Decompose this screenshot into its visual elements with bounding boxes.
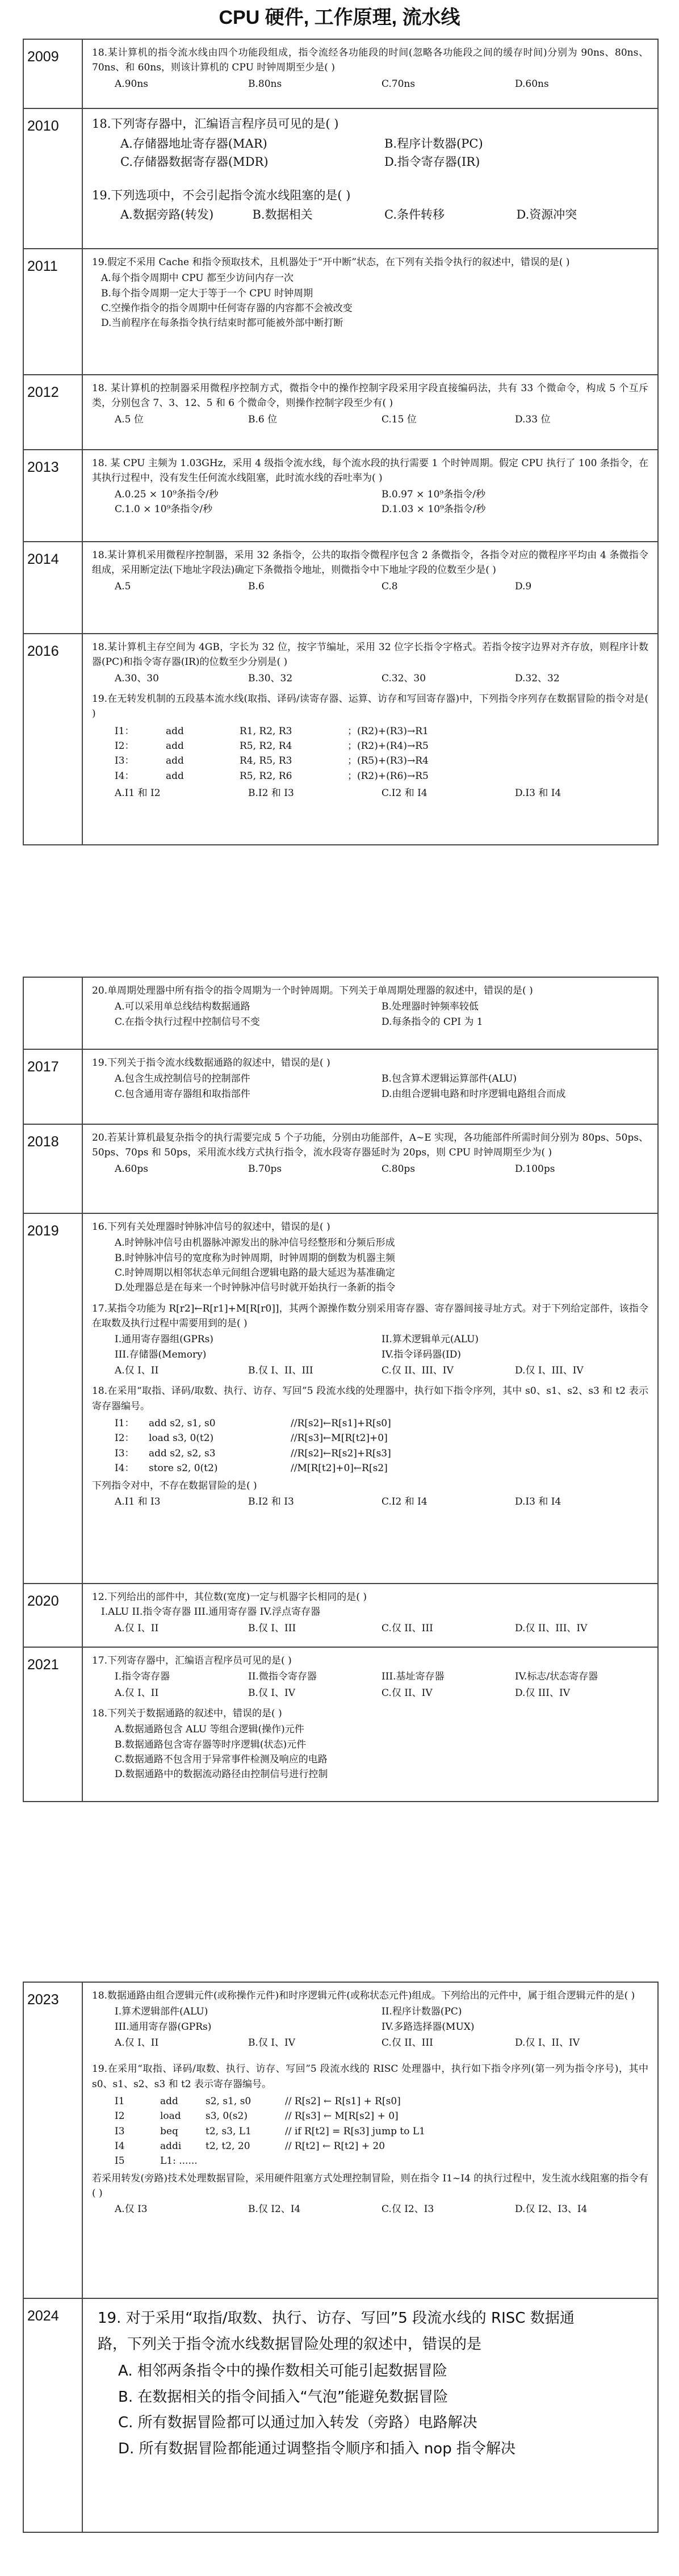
option-b: B.时钟脉冲信号的宽度称为时钟周期，时钟周期的倒数为机器主频 xyxy=(115,1252,395,1264)
options xyxy=(92,412,648,427)
option-c: C.空操作指令的指令周期中任何寄存器的内容都不会被改变 xyxy=(101,303,353,315)
question-2023-19 xyxy=(92,2062,648,2217)
options xyxy=(92,487,648,517)
question-stem-after: 下列指令对中，不存在数据冒险的是( ) xyxy=(92,1480,257,1492)
option-d: D.处理器总是在每来一个时钟脉冲信号时就开始执行一条新的指令 xyxy=(115,1282,396,1294)
option-a: A.I1 和 I2 xyxy=(115,788,161,799)
option-b: B.数据通路包含寄存器等时序逻辑(状态)元件 xyxy=(115,1739,307,1750)
option-a: A.仅 I3 xyxy=(115,2204,148,2215)
option-c: C.在指令执行过程中控制信号不变 xyxy=(115,1016,260,1028)
options xyxy=(92,1494,648,1509)
year-row-2010 xyxy=(24,109,657,249)
question-block xyxy=(83,1214,657,1583)
item: I.通用寄存器组(GPRs) xyxy=(115,1334,213,1346)
code-line: I5 L1: ...... xyxy=(115,2155,198,2167)
options xyxy=(92,579,648,594)
code-line: I1 add s2, s1, s0 // R[s2] ← R[s1] + R[s0] xyxy=(115,2096,401,2108)
option-c: C.时钟周期以相邻状态单元间组合逻辑电路的最大延迟为基准确定 xyxy=(115,1267,395,1279)
year-row-2023 xyxy=(24,1983,657,2299)
question-stem: 17.下列寄存器中，汇编语言程序员可见的是( ) xyxy=(92,1655,292,1666)
options xyxy=(92,271,648,330)
question-stem: 18.在采用“取指、译码/取数、执行、访存、写回”5 段流水线的处理器中，执行如下指令序列，其中 s0、s1、s2、s3 和 t2 表示寄存器编号。 xyxy=(92,1385,648,1412)
question-2010-19 xyxy=(92,186,648,224)
option-a: A.90ns xyxy=(115,78,148,90)
question-stem: 20.若某计算机最复杂指令的执行需要完成 5 个子功能，分别由功能部件，A~E 实现，各功能部件所需时间分别为 80ps、50ps、50ps、70ps 和 50ps，采用流水线方式执行指令，流水段寄存器延时为 20ps，则 CPU 时钟周期至少为( ) xyxy=(92,1132,648,1159)
question-block xyxy=(83,978,657,1049)
option-d: D.由组合逻辑电路和时序逻辑电路组合而成 xyxy=(382,1088,566,1100)
question-2021-18 xyxy=(92,1706,648,1782)
options xyxy=(92,1686,648,1700)
option-c: C.I2 和 I4 xyxy=(382,788,427,799)
item-list xyxy=(92,2004,648,2034)
item-list xyxy=(92,1332,648,1362)
option-a: A.存储器地址寄存器(MAR) xyxy=(120,136,267,150)
year-row-2011 xyxy=(24,249,657,375)
option-c: C.1.0 × 10⁹条指令/秒 xyxy=(115,504,213,516)
code-listing xyxy=(92,1416,648,1476)
question-block xyxy=(83,2299,657,2532)
item: III.基址寄存器 xyxy=(382,1671,445,1683)
question-block xyxy=(83,634,657,844)
year-label: 2017 xyxy=(24,1050,83,1124)
options xyxy=(92,2202,648,2217)
year-label: 2020 xyxy=(24,1584,83,1647)
year-label: 2014 xyxy=(24,542,83,633)
option-b: B.70ps xyxy=(248,1163,282,1175)
question-stem-after: 若采用转发(旁路)技术处理数据冒险，采用硬件阻塞方式处理控制冒险，则在指令 I1~I4 的执行过程中，发生流水线阻塞的指令有( ) xyxy=(92,2172,648,2200)
year-label: 2013 xyxy=(24,450,83,541)
options xyxy=(92,135,648,171)
code-line: I3： add R4, R5, R3 ；(R5)+(R3)→R4 xyxy=(115,755,429,767)
year-label-empty xyxy=(24,978,83,1049)
question-2012-18 xyxy=(92,381,648,427)
item: IV.标志/状态寄存器 xyxy=(515,1671,598,1683)
question-2019-17 xyxy=(92,1301,648,1379)
option-b: B.I2 和 I3 xyxy=(248,788,294,799)
question-2011-19 xyxy=(92,255,648,331)
options xyxy=(92,1071,648,1101)
options xyxy=(92,1722,648,1782)
question-2016-18 xyxy=(92,640,648,686)
code-line: I2 load s3, 0(s2) // R[s3] ← M[R[s2] + 0] xyxy=(115,2110,399,2122)
option-b: B.仅 I、IV xyxy=(248,1687,296,1699)
option-b: B.数据相关 xyxy=(252,208,313,222)
option-d: D.仅 I2、I3、I4 xyxy=(515,2204,588,2215)
option-a: A.30、30 xyxy=(115,672,159,684)
options xyxy=(92,77,648,91)
options xyxy=(92,671,648,686)
question-2018-20 xyxy=(92,1130,648,1176)
option-b: B.0.97 × 10⁹条指令/秒 xyxy=(382,488,485,500)
item: III.通用寄存器(GPRs) xyxy=(115,2021,212,2033)
question-stem: 19.下列选项中，不会引起指令流水线阻塞的是( ) xyxy=(92,188,351,202)
options xyxy=(92,1621,648,1636)
year-row-2009 xyxy=(24,40,657,109)
question-stem: 18.某计算机的指令流水线由四个功能段组成，指令流经各功能段的时间(忽略各功能段之间的缓存时间)分别为 90ns、80ns、70ns、和 60ns，则该计算机的 CPU 时钟周期至少是( ) xyxy=(92,47,648,74)
question-2010-18 xyxy=(92,115,648,171)
code-line: I2： load s3, 0(t2) //R[s3]←M[R[t2]+0] xyxy=(115,1432,388,1444)
code-line: I3： add s2, s2, s3 //R[s2]←R[s2]+R[s3] xyxy=(115,1447,391,1459)
option-c: C.条件转移 xyxy=(384,208,445,222)
option-a: A.5 位 xyxy=(115,413,144,425)
option-a: A. 相邻两条指令中的操作数相关可能引起数据冒险 xyxy=(118,2363,447,2380)
option-a: A.时钟脉冲信号由机器脉冲源发出的脉冲信号经整形和分频后形成 xyxy=(115,1237,395,1249)
option-c: C.8 xyxy=(382,580,398,592)
option-d: D.指令寄存器(IR) xyxy=(384,155,480,169)
option-d: D.9 xyxy=(515,580,532,592)
question-stem: 19. 对于采用“取指/取数、执行、访存、写回”5 段流水线的 RISC 数据通路，下列关于指令流水线数据冒险处理的叙述中，错误的是 xyxy=(98,2310,575,2353)
item-list xyxy=(92,1669,648,1684)
question-2023-18 xyxy=(92,1988,648,2050)
year-row-2019 xyxy=(24,1214,657,1584)
question-block xyxy=(83,249,657,374)
option-b: B.6 位 xyxy=(248,413,278,425)
option-d: D.仅 III、IV xyxy=(515,1687,570,1699)
item: IV.指令译码器(ID) xyxy=(382,1348,462,1360)
year-row-2020 xyxy=(24,1584,657,1648)
option-c: C.仅 II、III、IV xyxy=(382,1365,454,1377)
question-stem: 19.在无转发机制的五段基本流水线(取指、译码/读寄存器、运算、访存和写回寄存器)中，下列指令序列存在数据冒险的指令对是( ) xyxy=(92,693,648,720)
option-a: A.每个指令周期中 CPU 都至少访问内存一次 xyxy=(101,273,294,284)
options xyxy=(92,786,648,801)
item: II.微指令寄存器 xyxy=(248,1671,317,1683)
option-c: C.包含通用寄存器组和取指部件 xyxy=(115,1088,250,1100)
option-d: D.当前程序在每条指令执行结束时都可能被外部中断打断 xyxy=(101,317,343,329)
option-c: C.仅 I2、I3 xyxy=(382,2204,434,2215)
option-a: A.0.25 × 10⁹条指令/秒 xyxy=(115,488,219,500)
option-d: D.仅 I、II、IV xyxy=(515,2037,580,2049)
option-b: B. 在数据相关的指令间插入“气泡”能避免数据冒险 xyxy=(118,2388,449,2406)
question-2017-19 xyxy=(92,1055,648,1101)
code-listing xyxy=(92,2094,648,2169)
option-d: D.32、32 xyxy=(515,672,560,684)
item: I.指令寄存器 xyxy=(115,1671,170,1683)
option-a: A.仅 I、II xyxy=(115,1622,159,1634)
year-row-2016 xyxy=(24,634,657,845)
question-stem: 19.假定不采用 Cache 和指令预取技术，且机器处于“开中断”状态，在下列有关指令执行的叙述中，错误的是( ) xyxy=(92,257,570,268)
option-a: A.数据旁路(转发) xyxy=(120,208,214,222)
item: II.算术逻辑单元(ALU) xyxy=(382,1334,479,1346)
question-item-line: I.ALU II.指令寄存器 III.通用寄存器 IV.浮点寄存器 xyxy=(101,1606,321,1618)
year-row-2018 xyxy=(24,1125,657,1214)
question-stem: 19.下列关于指令流水线数据通路的叙述中，错误的是( ) xyxy=(92,1057,330,1069)
option-b: B.包含算术逻辑运算部件(ALU) xyxy=(382,1073,517,1085)
year-label: 2016 xyxy=(24,634,83,844)
year-row-2024 xyxy=(24,2299,657,2533)
question-2009-18 xyxy=(92,45,648,91)
option-c: C.15 位 xyxy=(382,413,417,425)
code-line: I4 addi t2, t2, 20 // R[t2] ← R[t2] + 20 xyxy=(115,2141,385,2152)
year-label: 2010 xyxy=(24,109,83,248)
option-c: C.80ps xyxy=(382,1163,416,1175)
option-b: B.30、32 xyxy=(248,672,293,684)
code-line: I2： add R5, R2, R4 ；(R2)+(R4)→R5 xyxy=(115,740,429,752)
question-stem: 18.数据通路由组合逻辑元件(或称操作元件)和时序逻辑元件(或称状态元件)组成。下列给出的元件中，属于组合逻辑元件的是( ) xyxy=(92,1990,635,2001)
question-2019-18 xyxy=(92,1384,648,1509)
question-stem: 18. 某计算机的控制器采用微程序控制方式，微指令中的操作控制字段采用字段直接编码法，共有 33 个微命令，构成 5 个互斥类，分别包含 7、3、12、5 和 6 个微命令，则操作控制字段至少有( ) xyxy=(92,383,648,409)
year-label: 2019 xyxy=(24,1214,83,1583)
question-table-3 xyxy=(23,1982,659,2533)
question-block xyxy=(83,1584,657,1647)
year-row-2017 xyxy=(24,1050,657,1125)
question-stem: 18.某计算机主存空间为 4GB，字长为 32 位，按字节编址，采用 32 位字长指令字格式。若指令按字边界对齐存放，则程序计数器(PC)和指令寄存器(IR)的位数至少分别是( ) xyxy=(92,642,648,668)
option-c: C.I2 和 I4 xyxy=(382,1496,427,1507)
option-c: C.数据通路不包含用于异常事件检测及响应的电路 xyxy=(115,1754,328,1766)
code-line: I4： store s2, 0(t2) //M[R[t2]+0]←R[s2] xyxy=(115,1463,388,1475)
code-listing xyxy=(92,724,648,784)
question-block xyxy=(83,1983,657,2298)
code-line: I4： add R5, R2, R6 ；(R2)+(R6)→R5 xyxy=(115,770,429,782)
question-stem: 17.某指令功能为 R[r2]←R[r1]+M[R[r0]]，其两个源操作数分别采用寄存器、寄存器间接寻址方式。对于下列给定部件，该指令在取数及执行过程中需要用到的是( ) xyxy=(92,1302,648,1330)
option-a: A.数据通路包含 ALU 等组合逻辑(操作)元件 xyxy=(115,1724,304,1736)
option-d: D.1.03 × 10⁹条指令/秒 xyxy=(382,504,486,516)
option-c: C.仅 II、IV xyxy=(382,1687,433,1699)
options xyxy=(92,206,648,224)
year-label: 2009 xyxy=(24,40,83,108)
option-b: B.处理器时钟频率较低 xyxy=(382,1001,479,1013)
item: II.程序计数器(PC) xyxy=(382,2006,462,2018)
question-2019-16 xyxy=(92,1220,648,1296)
option-b: B.仅 I2、I4 xyxy=(248,2204,301,2215)
question-table-1 xyxy=(23,39,659,845)
option-b: B.80ns xyxy=(248,78,282,90)
options xyxy=(92,1235,648,1295)
option-b: B.仅 I、IV xyxy=(248,2037,296,2049)
options xyxy=(98,2359,635,2462)
question-stem: 20.单周期处理器中所有指令的指令周期为一个时钟周期。下列关于单周期处理器的叙述中，错误的是( ) xyxy=(92,985,533,996)
option-b: B.仅 I、III xyxy=(248,1622,296,1634)
option-b: B.6 xyxy=(248,580,265,592)
item: IV.多路选择器(MUX) xyxy=(382,2021,475,2033)
option-c: C.存储器数据寄存器(MDR) xyxy=(120,155,269,169)
item: I.算术逻辑部件(ALU) xyxy=(115,2006,208,2018)
option-a: A.仅 I、II xyxy=(115,1687,159,1699)
year-row-2021 xyxy=(24,1648,657,1802)
option-d: D.I3 和 I4 xyxy=(515,1496,561,1507)
question-2016-19 xyxy=(92,692,648,801)
option-c: C. 所有数据冒险都可以通过加入转发（旁路）电路解决 xyxy=(118,2414,477,2431)
question-stem: 18.下列关于数据通路的叙述中，错误的是( ) xyxy=(92,1708,282,1720)
year-row-2014 xyxy=(24,542,657,634)
question-stem: 18. 某 CPU 主频为 1.03GHz，采用 4 级指令流水线，每个流水段的执行需要 1 个时钟周期。假定 CPU 执行了 100 条指令，在其执行过程中，没有发生任何流水线阻塞，此时流水线的吞吐率为( ) xyxy=(92,458,648,484)
option-d: D. 所有数据冒险都能通过调整指令顺序和插入 nop 指令解决 xyxy=(118,2440,515,2457)
year-row-2016-continued xyxy=(24,978,657,1050)
question-block xyxy=(83,1125,657,1213)
option-d: D.数据通路中的数据流动路径由控制信号进行控制 xyxy=(115,1769,328,1781)
option-a: A.仅 I、II xyxy=(115,1365,159,1377)
question-stem: 19.在采用“取指、译码/取数、执行、访存、写回”5 段流水线的 RISC 处理器中，执行如下指令序列(第一列为指令序号)，其中 s0、s1、s2、s3 和 t2 表示寄存器编号。 xyxy=(92,2063,648,2090)
code-line: I3 beq t2, s3, L1 // if R[t2] = R[s3] jump to L1 xyxy=(115,2125,425,2137)
option-d: D.I3 和 I4 xyxy=(515,788,561,799)
option-b: B.程序计数器(PC) xyxy=(384,136,483,150)
question-block xyxy=(83,542,657,633)
options xyxy=(92,999,648,1029)
options xyxy=(92,1363,648,1378)
option-d: D.33 位 xyxy=(515,413,551,425)
question-2020-12 xyxy=(92,1590,648,1636)
question-table-2 xyxy=(23,977,659,1802)
option-b: B.仅 I、II、III xyxy=(248,1365,313,1377)
question-stem: 12.下列给出的部件中，其位数(宽度)一定与机器字长相同的是( ) xyxy=(92,1591,367,1603)
question-2021-17 xyxy=(92,1653,648,1700)
question-block xyxy=(83,375,657,449)
option-c: C.仅 II、III xyxy=(382,1622,433,1634)
option-a: A.可以采用单总线结构数据通路 xyxy=(115,1001,250,1013)
option-b: B.I2 和 I3 xyxy=(248,1496,294,1507)
option-a: A.5 xyxy=(115,580,131,592)
year-row-2012 xyxy=(24,375,657,450)
question-block xyxy=(83,1050,657,1124)
option-a: A.I1 和 I3 xyxy=(115,1496,161,1507)
option-d: D.资源冲突 xyxy=(516,208,577,222)
question-2016-20 xyxy=(92,983,648,1029)
question-block xyxy=(83,1648,657,1801)
question-stem: 16.下列有关处理器时钟脉冲信号的叙述中，错误的是( ) xyxy=(92,1221,330,1233)
question-2024-19 xyxy=(98,2306,635,2462)
question-stem: 18.某计算机采用微程序控制器，采用 32 条指令，公共的取指令微程序包含 2 条微指令，各指令对应的微程序平均由 4 条微指令组成，采用断定法(下地址字段法)确定下条微指令地址，则微指令中下地址字段的位数至少是( ) xyxy=(92,550,648,576)
option-a: A.包含生成控制信号的控制部件 xyxy=(115,1073,250,1085)
question-2013-18 xyxy=(92,456,648,517)
code-line: I1： add R1, R2, R3 ；(R2)+(R3)→R1 xyxy=(115,725,429,737)
option-b: B.每个指令周期一定大于等于一个 CPU 时钟周期 xyxy=(101,287,313,299)
question-block xyxy=(83,450,657,541)
item: III.存储器(Memory) xyxy=(115,1348,207,1360)
year-label: 2012 xyxy=(24,375,83,449)
option-d: D.60ns xyxy=(515,78,549,90)
option-d: D.每条指令的 CPI 为 1 xyxy=(382,1016,483,1028)
code-line: I1： add s2, s1, s0 //R[s2]←R[s1]+R[s0] xyxy=(115,1418,391,1430)
option-a: A.60ps xyxy=(115,1163,148,1175)
option-a: A.仅 I、II xyxy=(115,2037,159,2049)
option-c: C.70ns xyxy=(382,78,416,90)
year-label: 2021 xyxy=(24,1648,83,1801)
year-label: 2018 xyxy=(24,1125,83,1213)
question-block xyxy=(83,109,657,248)
option-c: C.32、30 xyxy=(382,672,426,684)
year-row-2013 xyxy=(24,450,657,542)
question-stem: 18.下列寄存器中，汇编语言程序员可见的是( ) xyxy=(92,117,339,131)
question-block xyxy=(83,40,657,108)
page-title: CPU 硬件, 工作原理, 流水线 xyxy=(219,7,460,28)
options xyxy=(92,1162,648,1176)
year-label: 2024 xyxy=(24,2299,83,2532)
year-label: 2023 xyxy=(24,1983,83,2298)
option-c: C.仅 II、III xyxy=(382,2037,433,2049)
option-d: D.仅 I、III、IV xyxy=(515,1365,584,1377)
question-2014-18 xyxy=(92,548,648,594)
options xyxy=(92,2035,648,2050)
year-label: 2011 xyxy=(24,249,83,374)
option-d: D.仅 II、III、IV xyxy=(515,1622,588,1634)
option-d: D.100ps xyxy=(515,1163,555,1175)
